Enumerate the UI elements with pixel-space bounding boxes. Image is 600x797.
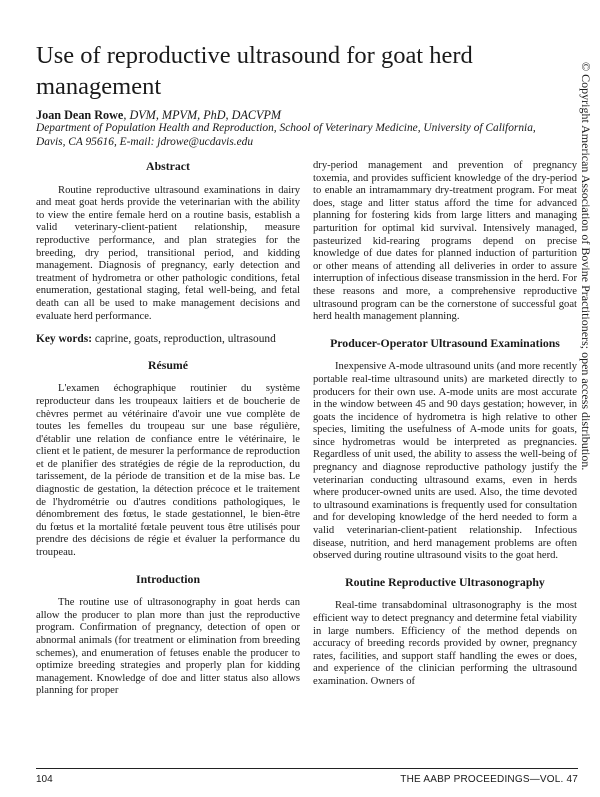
page-number: 104 <box>36 774 53 785</box>
introduction-heading: Introduction <box>135 571 201 586</box>
routine-section-heading: Routine Reproductive Ultrasonography <box>345 574 545 589</box>
author-credentials: , DVM, MPVM, PhD, DACVPM <box>123 108 282 122</box>
introduction-text: The routine use of ultrasonography in goat herds can allow the producer to plan more than just the reproductive program. Confirmation of pregnancy, detection of open or abnormal animals (for treatment or elimination from breeding schemes), and enumeration of fetuses enable the producer to optimize breeding strategies and properly plan for kidding management. Knowledge of doe and litter status also allows planning for proper <box>36 597 300 697</box>
abstract-heading: Abstract <box>146 159 190 173</box>
article-title: Use of reproductive ultrasound for goat herd management <box>36 42 473 100</box>
journal-name: THE AABP PROCEEDINGS—VOL. 47 <box>400 774 578 785</box>
producer-section-heading: Producer-Operator Ultrasound Examinations <box>330 335 560 350</box>
producer-section-text: Inexpensive A-mode ultrasound units (and more recently portable real-time ultrasound units) are marketed directly to producers for their own use. A-mode units are most accurate in the window between 45 and 90 days gestation; however, in goats the incidence of hydrometra is high relative to other species, limiting the usefulness of A-mode units for goats, since hydrometras would be interpreted as pregnancies. Regardless of unit used, the ability to assess the well-being of pregnancy and diagnose reproductive pathology justify the veterinarian conducting ultrasound exams, even in herds where producer-owned units are used. Also, the time devoted to ultrasound examinations is frequently used for consultation and for developing knowledge of the herd needed to form a valid veterinarian-client-patient relationship. Infectious disease, nutrition, and herd management problems are often observed during routine ultrasound visits to the goat herd. <box>313 361 577 562</box>
abstract-text: Routine reproductive ultrasound examinations in dairy and meat goat herds provide the veterinarian with the ability to view the entire female herd on a routine basis, establish a valid veterinary-client-patient relationship, measure reproductive performance, and plan strategies for the breeding, dry period, transitional period, and kidding management. Diagnosis of pregnancy, early detection and treatment of hydrometra or other pathologic conditions, fetal enumeration, gestational staging, fetal well-being, and fetal death can all be used to make management decisions and evaluate herd performance. <box>36 184 300 322</box>
keywords-line <box>36 333 300 346</box>
author-affiliation: Department of Population Health and Reproduction, School of Veterinary Medicine, University of California, Davis, CA 95616, E-mail: jdrowe@ucdavis.edu <box>36 122 536 148</box>
copyright-notice: © Copyright American Association of Bovine Practitioners; open access distribution. <box>579 62 593 471</box>
resume-heading: Résumé <box>148 357 188 372</box>
routine-section-text: Real-time transabdominal ultrasonography is the most efficient way to detect pregnancy and determine fetal viability in large numbers. Efficiency of the method depends on accuracy of breeding records provided by owner, pregnancy rates, facilities, and support staff handling the ewes or does, and experience of the clinician performing the ultrasound examination. Owners of <box>313 600 577 687</box>
resume-text: L'examen échographique routinier du système reproducteur dans les troupeaux laitiers et de boucherie de chèvres permet au vétérinaire d'avoir une vue complète de toutes les femelles du troupeau sur une base régulière, d'établir une relation de confiance entre le vétérinaire, le client et le patient, de mesurer la performance de reproduction et de planifier des stratégies de régie de la reproduction, du tarissement, de la période de transition et de la mise bas. Le diagnostic de gestation, la détection précoce et le traitement de l'hydrométrie ou d'autres conditions pathologiques, le dénombrement des fœtus, le stade gestationnel, le bien-être du fœtus et la mortalité fœtale peuvent tous être utilisés pour prendre des décisions de régie et évaluer la performance du troupeau. <box>36 383 300 559</box>
introduction-continued-text: dry-period management and prevention of pregnancy toxemia, and provides sufficient knowledge of the dry-period to enable an intramammary dry-treatment program. For meat does, stage and litter status afford the time for advanced planning for fostering kids from large litters and managing parturition for optimal kid survival. Intensively managed, pasteurized kid-rearing programs depend on precise knowledge of due dates for planned induction of parturition or other means of attending all deliveries in order to assure interruption of infectious disease transmission in the herd. For these reasons and more, a comprehensive reproductive ultrasound program can be the cornerstone of successful goat herd health management planning. <box>313 160 577 323</box>
right-column <box>313 160 577 689</box>
footer-divider <box>36 768 578 769</box>
author-name: Joan Dean Rowe <box>36 108 124 122</box>
keywords-label: Key words: <box>36 333 92 346</box>
keywords-text: caprine, goats, reproduction, ultrasound <box>92 333 276 346</box>
left-column <box>36 160 300 698</box>
